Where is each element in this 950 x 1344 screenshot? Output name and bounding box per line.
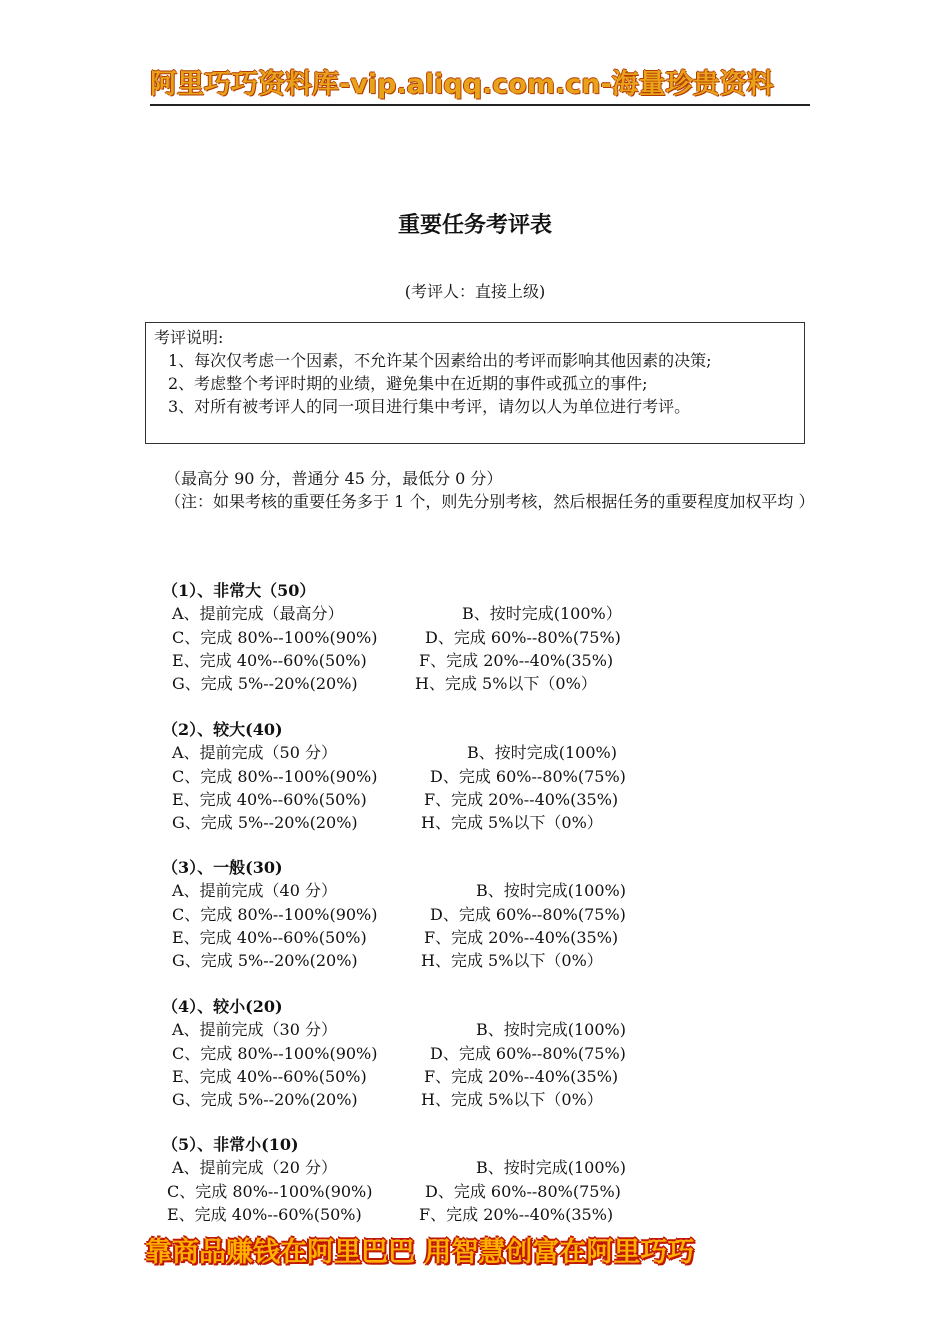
- option-b: B、按时完成(100%): [476, 881, 626, 901]
- option-b: B、按时完成(100%): [467, 743, 617, 763]
- option-e: E、完成 40%--60%(50%): [172, 789, 367, 809]
- page-subtitle: (考评人：直接上级): [404, 282, 546, 301]
- score-notes: [145, 467, 815, 513]
- option-f: F、完成 20%--40%(35%): [419, 650, 614, 670]
- option-f: F、完成 20%--40%(35%): [424, 789, 619, 809]
- option-e: E、完成 40%--60%(50%): [172, 927, 367, 947]
- option-c: C、完成 80%--100%(90%): [172, 766, 378, 786]
- option-g: G、完成 5%--20%(20%): [172, 951, 358, 971]
- importance-section-5: [162, 1133, 762, 1226]
- option-b: B、按时完成(100%): [476, 1020, 626, 1040]
- option-g: G、完成 5%--20%(20%): [172, 1090, 358, 1110]
- option-d: D、完成 60%--80%(75%): [430, 1043, 626, 1063]
- option-e: E、完成 40%--60%(50%): [167, 1204, 362, 1224]
- top-banner: [150, 60, 810, 106]
- option-a: A、提前完成（40 分）: [172, 881, 338, 901]
- option-g: G、完成 5%--20%(20%): [172, 813, 358, 833]
- instruction-item: 3、对所有被考评人的同一项目进行集中考评，请勿以人为单位进行考评。: [168, 397, 691, 416]
- option-b: B、按时完成(100%）: [462, 604, 622, 624]
- option-f: F、完成 20%--40%(35%): [424, 927, 619, 947]
- instruction-item: 2、考虑整个考评时期的业绩，避免集中在近期的事件或孤立的事件;: [168, 374, 648, 393]
- section-heading: （1）、非常大（50）: [162, 581, 316, 600]
- page-title: 重要任务考评表: [397, 213, 552, 238]
- option-b: B、按时完成(100%): [476, 1158, 626, 1178]
- importance-section-3: [162, 856, 762, 972]
- option-d: D、完成 60%--80%(75%): [425, 627, 621, 647]
- instructions-box: [145, 322, 805, 444]
- importance-section-2: [162, 718, 762, 834]
- option-h: H、完成 5%以下（0%）: [421, 951, 603, 971]
- option-a: A、提前完成（最高分）: [172, 604, 344, 624]
- importance-section-4: [162, 995, 762, 1111]
- option-a: A、提前完成（50 分）: [172, 743, 338, 763]
- option-a: A、提前完成（20 分）: [172, 1158, 338, 1178]
- option-a: A、提前完成（30 分）: [172, 1020, 338, 1040]
- section-heading: （4）、较小(20): [162, 997, 283, 1016]
- option-c: C、完成 80%--100%(90%): [172, 627, 378, 647]
- option-c: C、完成 80%--100%(90%): [167, 1181, 373, 1201]
- importance-section-1: [162, 579, 762, 695]
- weighting-remark: （注：如果考核的重要任务多于 1 个，则先分别考核，然后根据任务的重要程度加权平均 ）: [165, 492, 815, 511]
- bottom-banner-text: 靠商品赚钱在阿里巴巴 用智慧创富在阿里巧巧: [145, 1237, 695, 1268]
- top-banner-text: 阿里巧巧资料库-vip.aliqq.com.cn-海量珍贵资料: [150, 69, 774, 100]
- option-h: H、完成 5%以下（0%）: [421, 1090, 603, 1110]
- option-h: H、完成 5%以下（0%）: [415, 674, 597, 694]
- option-c: C、完成 80%--100%(90%): [172, 1043, 378, 1063]
- option-e: E、完成 40%--60%(50%): [172, 1066, 367, 1086]
- option-f: F、完成 20%--40%(35%): [424, 1066, 619, 1086]
- option-d: D、完成 60%--80%(75%): [425, 1181, 621, 1201]
- section-heading: （2）、较大(40): [162, 720, 283, 739]
- score-range: （最高分 90 分，普通分 45 分，最低分 0 分）: [165, 469, 503, 488]
- option-h: H、完成 5%以下（0%）: [421, 813, 603, 833]
- option-d: D、完成 60%--80%(75%): [430, 904, 626, 924]
- bottom-banner: [145, 1230, 805, 1270]
- option-g: G、完成 5%--20%(20%): [172, 674, 358, 694]
- section-heading: （5）、非常小(10): [162, 1135, 299, 1154]
- option-e: E、完成 40%--60%(50%): [172, 650, 367, 670]
- instruction-item: 1、每次仅考虑一个因素，不允许某个因素给出的考评而影响其他因素的决策;: [168, 351, 712, 370]
- option-c: C、完成 80%--100%(90%): [172, 904, 378, 924]
- section-heading: （3）、一般(30): [162, 858, 283, 877]
- option-d: D、完成 60%--80%(75%): [430, 766, 626, 786]
- instructions-heading: 考评说明:: [154, 328, 224, 347]
- option-f: F、完成 20%--40%(35%): [419, 1204, 614, 1224]
